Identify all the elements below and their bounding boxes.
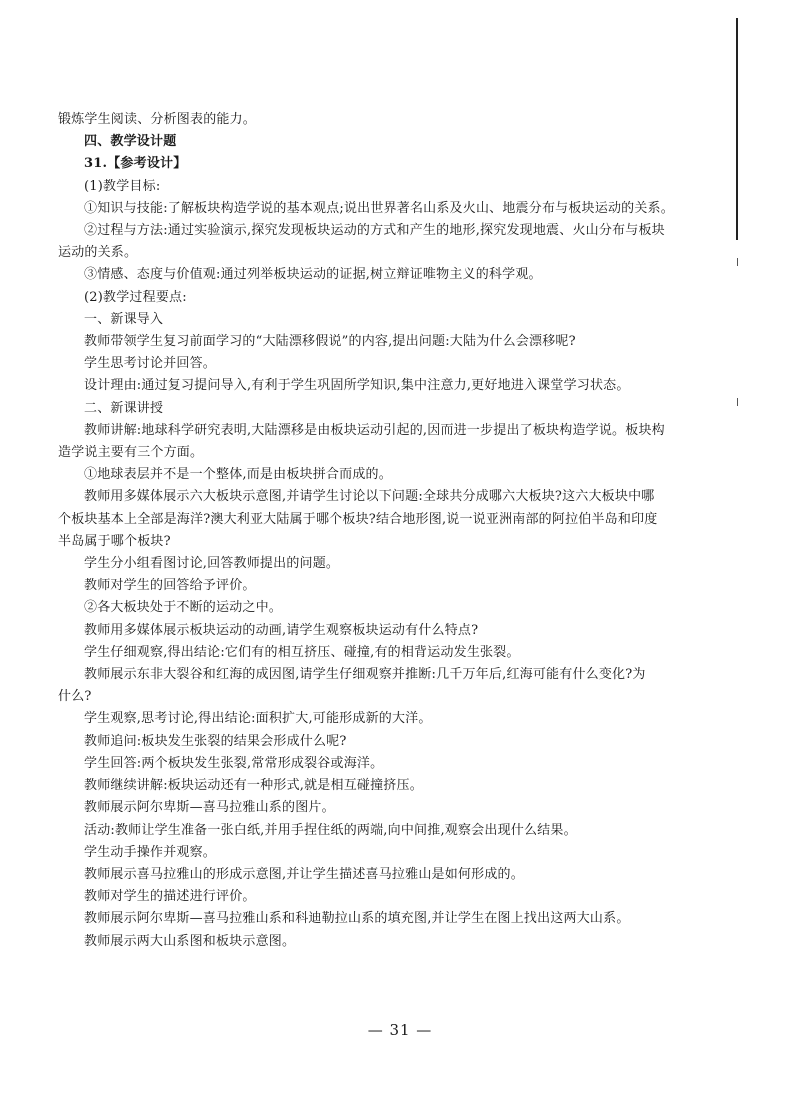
text-line: 教师展示喜马拉雅山的形成示意图,并让学生描述喜马拉雅山是如何形成的。: [84, 866, 524, 882]
subheading: (1)教学目标:: [84, 178, 161, 194]
question-heading: 31.【参考设计】: [84, 156, 187, 172]
document-body: [58, 109, 682, 953]
text-line: 教师展示东非大裂谷和红海的成因图,请学生仔细观察并推断:几千万年后,红海可能有什么变化?为: [84, 667, 646, 683]
text-line: 设计理由:通过复习提问导入,有利于学生巩固所学知识,集中注意力,更好地进入课堂学习状态。: [84, 378, 630, 394]
text-line: 教师展示两大山系图和板块示意图。: [84, 933, 296, 949]
text-line: 学生分小组看图讨论,回答教师提出的问题。: [84, 556, 340, 572]
text-line: 教师讲解:地球科学研究表明,大陆漂移是由板块运动引起的,因而进一步提出了板块构造学说。板块构: [84, 422, 665, 438]
text-line: 教师对学生的回答给予评价。: [84, 578, 256, 594]
text-line: 运动的关系。: [58, 245, 138, 261]
text-line: 学生思考讨论并回答。: [84, 356, 217, 372]
text-line: 活动:教师让学生准备一张白纸,并用手捏住纸的两端,向中间推,观察会出现什么结果。: [84, 822, 577, 838]
text-line: 学生仔细观察,得出结论:它们有的相互挤压、碰撞,有的相背运动发生张裂。: [84, 644, 520, 660]
text-line: 学生回答:两个板块发生张裂,常常形成裂谷或海洋。: [84, 755, 384, 771]
text-line: 什么?: [58, 689, 92, 705]
text-line: 学生观察,思考讨论,得出结论:面积扩大,可能形成新的大洋。: [84, 711, 432, 727]
text-line: 半岛属于哪个板块?: [58, 533, 171, 549]
text-line: 教师展示阿尔卑斯—喜马拉雅山系和科迪勒拉山系的填充图,并让学生在图上找出这两大山系。: [84, 911, 630, 927]
text-line: ②各大板块处于不断的运动之中。: [84, 600, 283, 616]
text-line: 教师对学生的描述进行评价。: [84, 889, 256, 905]
text-line: ①知识与技能:了解板块构造学说的基本观点;说出世界著名山系及火山、地震分布与板块运动的关系。: [84, 200, 674, 216]
text-line: 教师继续讲解:板块运动还有一种形式,就是相互碰撞挤压。: [84, 778, 423, 794]
text-line: 教师用多媒体展示六大板块示意图,并请学生讨论以下问题:全球共分成哪六大板块?这六大板块中哪: [84, 489, 655, 505]
subheading: 二、新课讲授: [84, 400, 164, 416]
subheading: 一、新课导入: [84, 311, 164, 327]
margin-rule: [736, 18, 738, 240]
text-line: 教师带领学生复习前面学习的“大陆漂移假说”的内容,提出问题:大陆为什么会漂移呢?: [84, 334, 576, 350]
section-heading: 四、教学设计题: [84, 134, 177, 150]
text-line: 学生动手操作并观察。: [84, 844, 217, 860]
text-line: ②过程与方法:通过实验演示,探究发现板块运动的方式和产生的地形,探究发现地震、火山分布与板块: [84, 223, 665, 239]
text-line: 教师用多媒体展示板块运动的动画,请学生观察板块运动有什么特点?: [84, 622, 479, 638]
text-line: 个板块基本上全部是海洋?澳大利亚大陆属于哪个板块?结合地形图,说一说亚洲南部的阿拉伯半岛和印度: [58, 511, 658, 527]
text-line: ③情感、态度与价值观:通过列举板块运动的证据,树立辩证唯物主义的科学观。: [84, 267, 542, 283]
text-line: 造学说主要有三个方面。: [58, 445, 204, 461]
margin-tick: [737, 258, 738, 266]
subheading: (2)教学过程要点:: [84, 289, 187, 305]
text-line: 教师展示阿尔卑斯—喜马拉雅山系的图片。: [84, 800, 335, 816]
text-line: ①地球表层并不是一个整体,而是由板块拼合而成的。: [84, 467, 392, 483]
page-number: — 31 —: [367, 1021, 433, 1039]
margin-tick: [737, 398, 738, 406]
text-line: 锻炼学生阅读、分析图表的能力。: [58, 112, 257, 127]
text-line: 教师追问:板块发生张裂的结果会形成什么呢?: [84, 733, 347, 749]
